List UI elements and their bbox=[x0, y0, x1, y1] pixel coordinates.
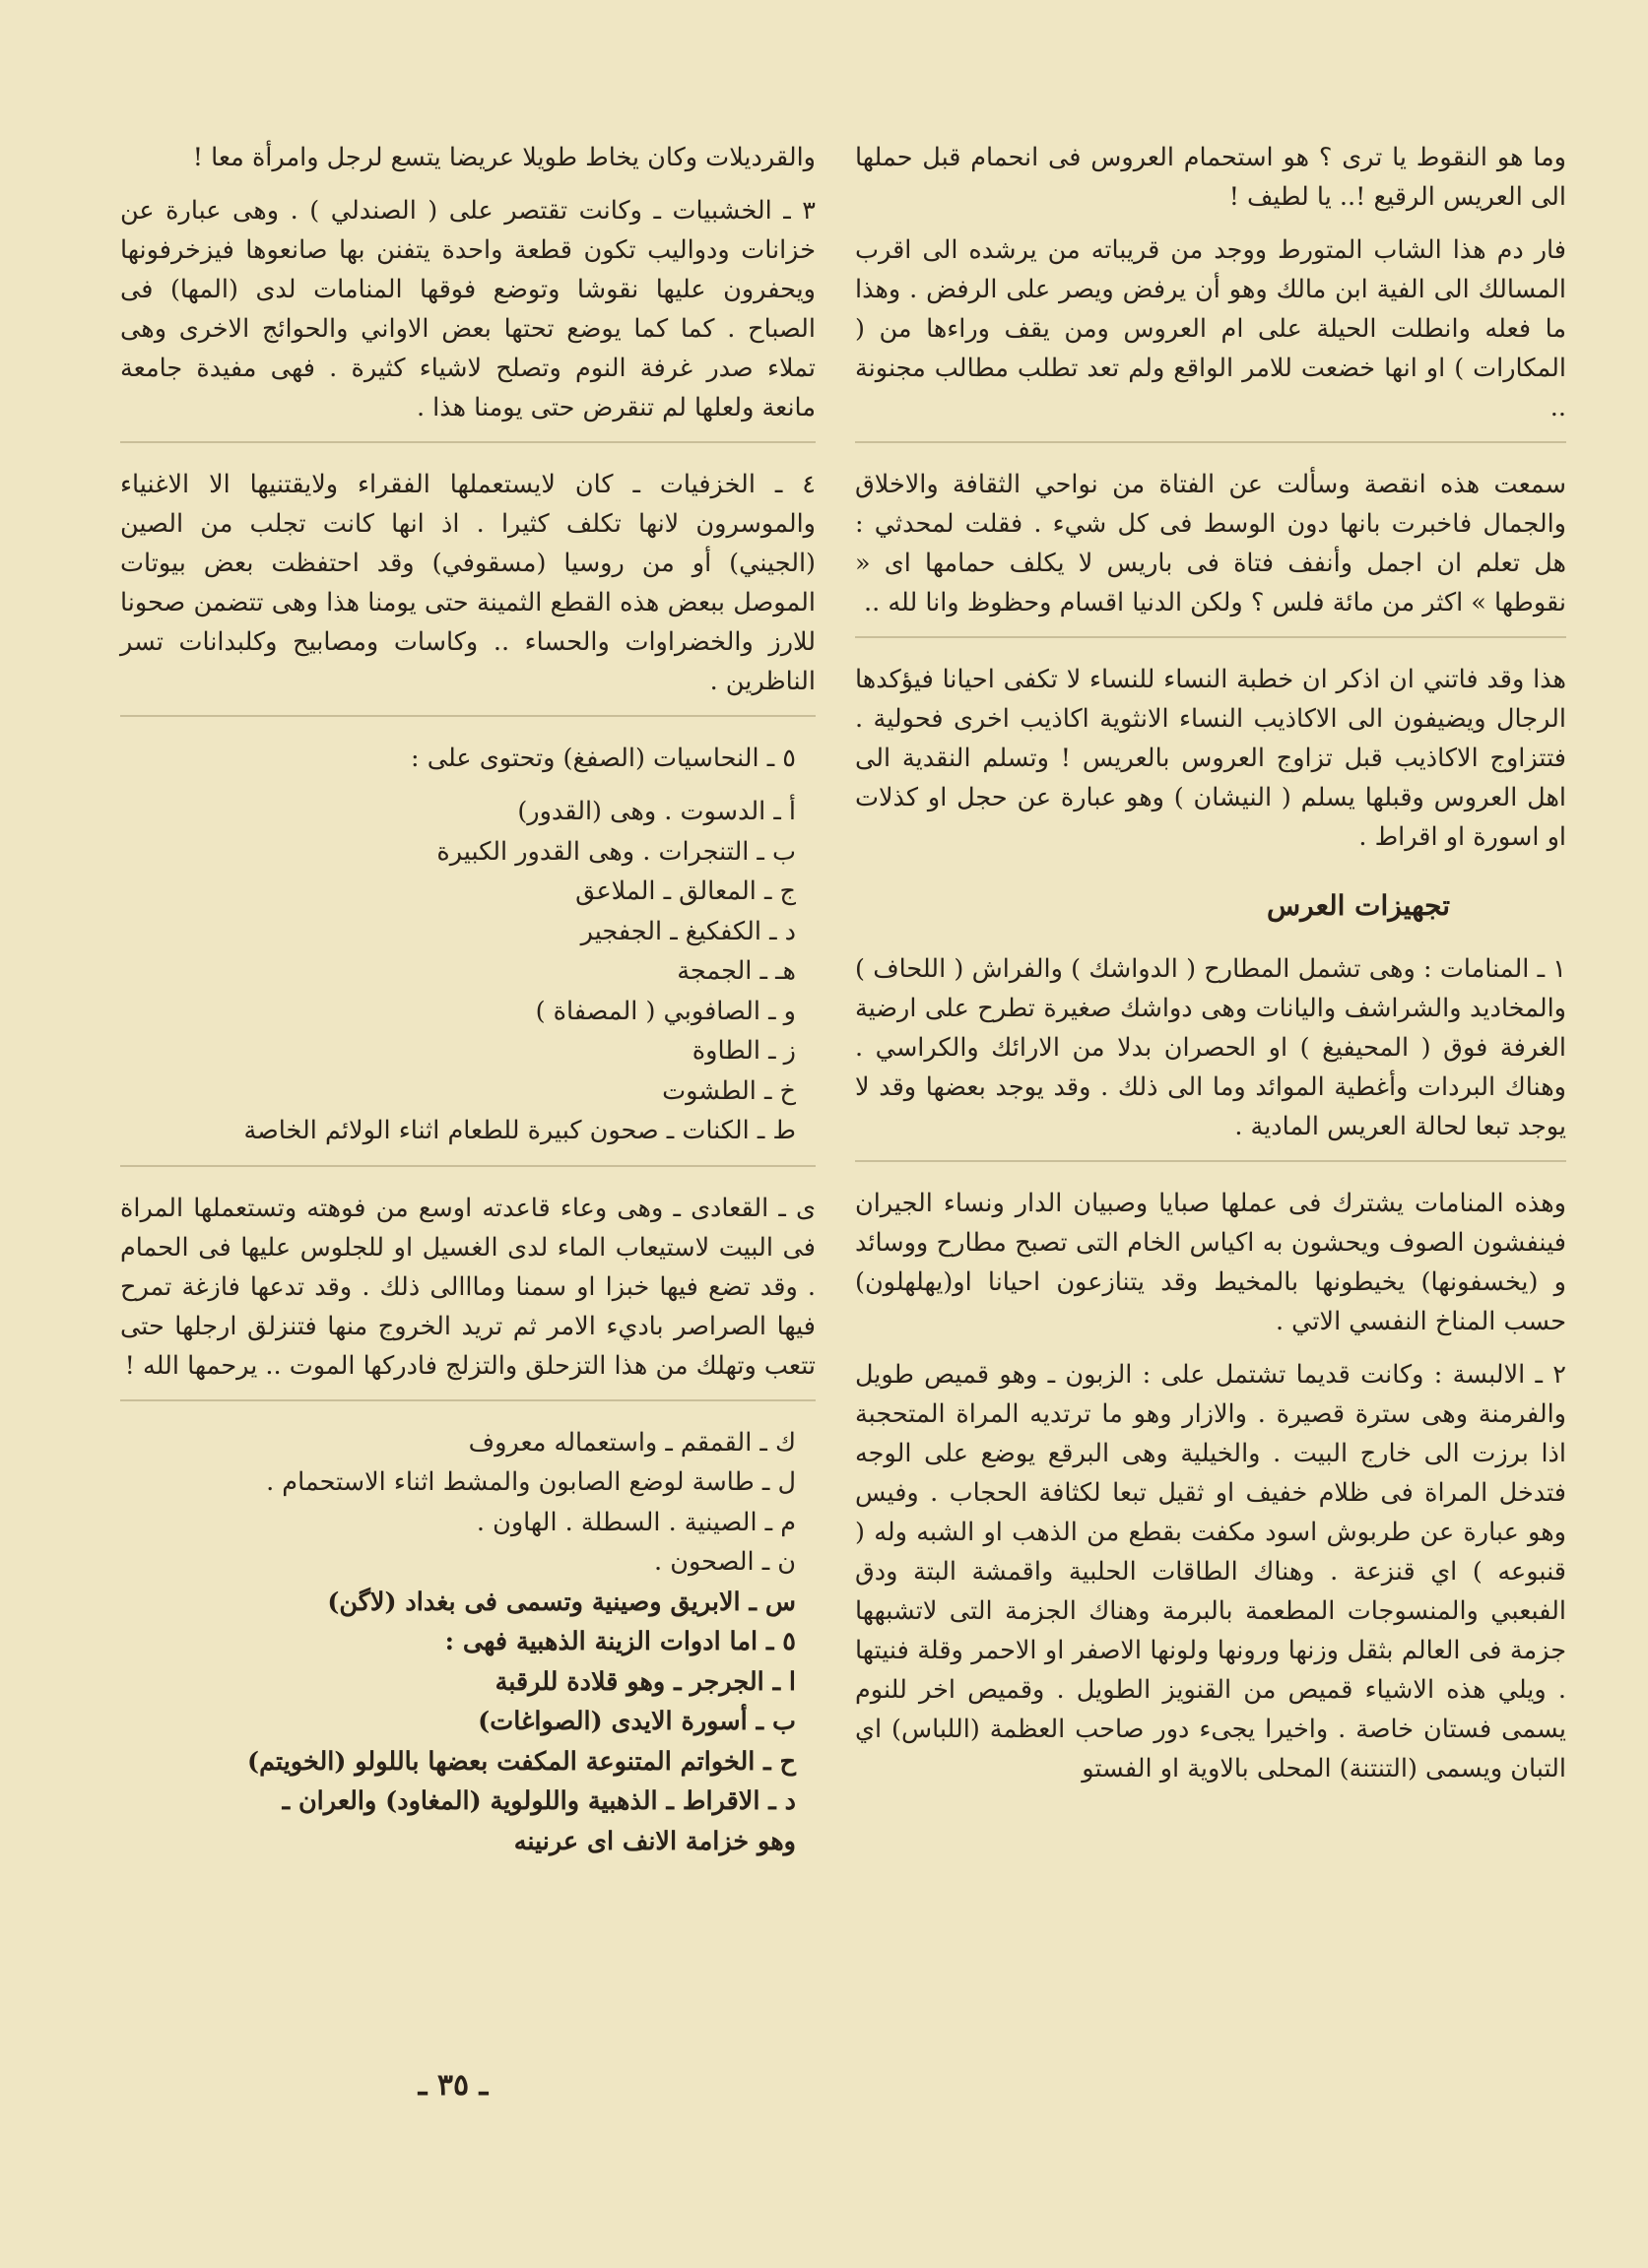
list-item: هـ ـ الجمجة bbox=[677, 956, 796, 986]
list-item: ن ـ الصحون . bbox=[654, 1547, 796, 1577]
list-item: أ ـ الدسوت . وهى (القدور) bbox=[517, 797, 796, 826]
paragraph-qaadi: ى ـ القعادى ـ وهى وعاء قاعدته اوسع من فوهته وتستعملها المراة فى البيت لاستيعاب الماء لدى الغسيل او للجلوس عليها فى الحمام . وقد تضع فيها خبزا او سمنا ومااالى ذلك . وقد تدعها فازغة تمرح فيها الصراصر باديء الامر ثم تريد الخروج منها فتنزلق ارجلها حتى تتعب وتهلك من هذا التزحلق والتزلج فادركها الموت .. يرحمها الله ! bbox=[120, 1193, 816, 1381]
section-divider bbox=[120, 1165, 816, 1167]
list-item: خ ـ الطشوت bbox=[662, 1075, 796, 1106]
list-item: وهو خزامة الانف اى عرنينه bbox=[513, 1826, 796, 1856]
list-item: م ـ الصينية . السطلة . الهاون . bbox=[476, 1507, 796, 1537]
left-column bbox=[120, 138, 816, 1875]
list-item: ل ـ طاسة لوضع الصابون والمشط اثناء الاستحمام . bbox=[266, 1467, 796, 1497]
list-item: ط ـ الكنات ـ صحون كبيرة للطعام اثناء الولائم الخاصة bbox=[243, 1116, 796, 1145]
body-paragraph-2: وهذه المنامات يشترك فى عملها صبايا وصبيان الدار ونساء الجيران فينفشون الصوف ويحشون به اكياس الخام التى تصبح مطارح ووسائد و (يخسفونها) يخيطونها بالمخيط وقد يتنازعون احيانا او(يهلهلون) حسب المناخ النفسي الاتي . bbox=[855, 1189, 1566, 1336]
list-item: ج ـ المعالق ـ الملاعق bbox=[575, 876, 796, 906]
section-divider bbox=[120, 441, 816, 443]
right-column bbox=[855, 138, 1566, 1802]
list-item: ا ـ الجرجر ـ وهو قلادة للرقبة bbox=[494, 1666, 796, 1697]
section-divider bbox=[855, 1160, 1566, 1162]
list-item: د ـ الاقراط ـ الذهبية واللولوية (المغاود) والعران ـ bbox=[282, 1786, 796, 1816]
paragraph-khazafiyat: ٤ ـ الخزفيات ـ كان لايستعملها الفقراء ولايقتنيها الا الاغنياء والموسرون لانها تكلف كثيرا . اذ انها كانت تجلب من الصين (الجيني) أو من روسيا (مسقوفي) وقد احتفظت بعض بيوتات الموصل ببعض هذه القطع الثمينة حتى يومنا هذا وهى تتضمن صحونا للارز والخضراوات والحساء .. وكاسات ومصابيح وكلبدانات تسر الناظرين . bbox=[120, 470, 816, 696]
page-number: ـ ٣٥ ـ bbox=[418, 2068, 489, 2103]
body-paragraph-1: ١ ـ المنامات : وهى تشمل المطارح ( الدواشك ) والفراش ( اللحاف ) والمخاديد والشراشف واليانات وهى دواشك صغيرة تطرح على ارضية الغرفة فوق ( المحيفيغ ) او الحصران بدلا من الارائك والكراسي . وهناك البردات وأغطية الموائد وما الى ذلك . وقد يوجد بعضها وقد لا يوجد تبعا لحالة العريس المادية . bbox=[855, 954, 1566, 1141]
list-item: ب ـ التنجرات . وهى القدور الكبيرة bbox=[436, 836, 796, 867]
intro-paragraph-3: سمعت هذه انقصة وسألت عن الفتاة من نواحي الثقافة والاخلاق والجمال فاخبرت بانها دون الوسط فى كل شيء . فقلت لمحدثي : هل تعلم ان اجمل وأنفف فتاة فى باريس لا يكلف حمامها اى « نقوطها » اكثر من مائة فلس ؟ ولكن الدنيا اقسام وحظوظ وانا لله .. bbox=[855, 470, 1566, 617]
list-intro: ٥ ـ النحاسيات (الصفغ) وتحتوى على : bbox=[411, 744, 796, 773]
section-divider bbox=[855, 636, 1566, 638]
intro-paragraph-2: فار دم هذا الشاب المتورط ووجد من قريباته من يرشده الى اقرب المسالك الى الفية ابن مالك وهو أن يرفض ويصر على الرفض . وهذا ما فعله وانطلت الحيلة على ام العروس ومن يقف وراءها من ( المكارات ) او انها خضعت للامر الواقع ولم تعد تطلب مطالب مجنونة .. bbox=[855, 235, 1566, 422]
list-item: د ـ الكفكيغ ـ الجفجير bbox=[580, 916, 796, 946]
section-divider bbox=[120, 715, 816, 717]
body-paragraph-3: ٢ ـ الالبسة : وكانت قديما تشتمل على : الزبون ـ وهو قميص طويل والفرمنة وهى سترة قصيرة . والازار وهو ما ترتديه المراة المتحجبة اذا برزت الى خارج البيت . والخيلية وهى البرقع يوضع على الوجه فتدخل المراة فى ظلام خفيف او ثقيل تبعا لكثافة الحجاب . وفيس وهو عبارة عن طربوش اسود مكفت بقطع من الذهب او الشبه وله ( قنبوعه ) اي قنزعة . وهناك الطاقات الحلبية واقمشة البتة ودق الفبعبي والمنسوجات المطعمة بالبرمة وهناك الجزمة التى لاتشبهها جزمة فى العالم بثقل وزنها ورونها ولونها الاصفر او الاحمر وقلة فنيتها . ويلي هذه الاشياء قميص من القنويز الطويل . وقميص اخر للنوم يسمى فستان خاصة . واخيرا يجىء دور صاحب العظمة (اللباس) اي التبان ويسمى (التنتنة) المحلى بالاوية او الفستو bbox=[855, 1360, 1566, 1783]
list-item: ٥ ـ اما ادوات الزينة الذهبية فهى : bbox=[444, 1627, 796, 1656]
utensils-jewelry-list bbox=[120, 1423, 816, 1862]
section-divider bbox=[855, 441, 1566, 443]
list-item: ح ـ الخواتم المتنوعة المكفت بعضها باللولو (الخويتم) bbox=[247, 1746, 796, 1777]
paragraph-khashabiyat: ٣ ـ الخشبيات ـ وكانت تقتصر على ( الصندلي ) . وهى عبارة عن خزانات ودواليب تكون قطعة واحدة يتفنن بها صانعوها فيزخرفونها ويحفرون عليها نقوشا وتوضع فوقها المنامات لدى (المها) فى الصباح . كما كما يوضع تحتها بعض الاواني والحوائج الاخرى وهى تملاء صدر غرفة النوم وتصلح لاشياء كثيرة . فهى مفيدة جامعة مانعة ولعلها لم تنقرض حتى يومنا هذا . bbox=[120, 196, 816, 422]
copperware-list bbox=[120, 792, 816, 1151]
list-item: ب ـ أسورة الايدى (الصواغات) bbox=[478, 1707, 796, 1736]
list-item: ز ـ الطاوة bbox=[692, 1036, 796, 1066]
list-item: س ـ الابريق وصينية وتسمى فى بغداد (لاگن) bbox=[327, 1587, 796, 1617]
list-item: و ـ الصافوبي ( المصفاة ) bbox=[535, 996, 796, 1026]
intro-paragraph-4: هذا وقد فاتني ان اذكر ان خطبة النساء للنساء لا تكفى احيانا فيؤكدها الرجال ويضيفون الى الاكاذيب النساء الانثوية اكاذيب اخرى فحولية . فتتزاوج الاكاذيب قبل تزاوج العروس بالعريس ! وتسلم النقدية الى اهل العروس وقبلها يسلم ( النيشان ) وهو عبارة عن حجل او كذلات او اسورة او اقراط . bbox=[855, 665, 1566, 852]
intro-paragraph-1: وما هو النقوط يا ترى ؟ هو استحمام العروس فى انحمام قبل حملها الى العريس الرقيع !.. يا لطيف ! bbox=[855, 143, 1566, 212]
opening-paragraph: والقرديلات وكان يخاط طويلا عريضا يتسع لرجل وامرأة معا ! bbox=[192, 143, 816, 172]
section-heading: تجهيزات العرس bbox=[1266, 889, 1450, 922]
list-item: ك ـ القمقم ـ واستعماله معروف bbox=[468, 1427, 796, 1458]
section-divider bbox=[120, 1399, 816, 1401]
